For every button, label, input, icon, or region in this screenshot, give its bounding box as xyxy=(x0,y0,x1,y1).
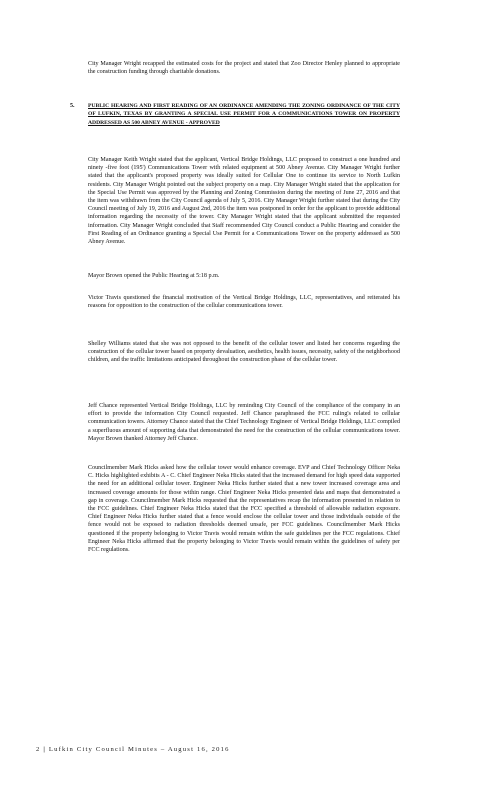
paragraph-victor-travis: Victor Travis questioned the financial motivation of the Vertical Bridge Holdings, LLC, representatives, and reiterated his reasons for opposition to the construction of the cellular communications tower. xyxy=(88,295,400,310)
paragraph-public-hearing-open: Mayor Brown opened the Public Hearing at 5:18 p.m. xyxy=(88,273,220,279)
agenda-item-number: 5. xyxy=(70,103,75,109)
paragraph-zoo-funding: City Manager Wright recapped the estimated costs for the project and stated that Zoo Director Henley planned to appropriate the construction funding through charitable donations. xyxy=(88,61,400,76)
page-number: 2 xyxy=(36,746,41,753)
footer-separator: | xyxy=(43,746,47,753)
paragraph-jeff-chance: Jeff Chance represented Vertical Bridge Holdings, LLC by reminding City Council of the compliance of the company in an effort to provide the information City Council requested. Jeff Chance paraphrased the FCC ruling's related to cellular communication towers. Attorney Chance stated that the Chief Technology Engineer of Vertical Bridge Holdings, LLC compiled a superfluous amount of supporting data that demonstrated the need for the construction of the cellular communications tower. Mayor Brown thanked Attorney Jeff Chance. xyxy=(88,403,400,442)
paragraph-city-manager-report: City Manager Keith Wright stated that the applicant, Vertical Bridge Holdings, LLC proposed to construct a one hundred and ninety -five foot (195') Communications Tower with related equipment at 500 Abney Avenue. City Manager Wright further stated that the applicant's proposed property was ideally suited for Cellular One to continue its service to North Lufkin residents. City Manager Wright pointed out the subject property on a map. City Manager Wright stated that the application for the Special Use Permit was approved by the Planning and Zoning Commission during the meeting of June 27, 2016 and that the item was withdrawn from the City Council agenda of July 5, 2016. City Manager Wright further stated that during the City Council meeting of July 19, 2016 and August 2nd, 2016 the item was postponed in order for the applicant to provide additional information regarding the necessity of the tower. City Manager Wright stated that the applicant submitted the requested information. City Manager Wright concluded that Staff recommended City Council conduct a Public Hearing and consider the First Reading of an Ordinance granting a Special Use Permit for a Communications Tower on the property addressed as 500 Abney Avenue. xyxy=(88,157,400,246)
agenda-item-heading: PUBLIC HEARING AND FIRST READING OF AN ORDINANCE AMENDING THE ZONING ORDINANCE OF THE CITY OF LUFKIN, TEXAS BY GRANTING A SPECIAL USE PERMIT FOR A COMMUNICATIONS TOWER ON PROPERTY ADDRESSED AS 500 ABNEY AVENUE - APPROVED xyxy=(88,103,400,126)
paragraph-councilmember-hicks: Councilmember Mark Hicks asked how the cellular tower would enhance coverage. EVP and Chief Technology Officer Neka C. Hicks highlighted exhibits A - C. Chief Engineer Neka Hicks stated that the increased demand for high speed data supported the need for an additional cellular tower. Engineer Neka Hicks further stated that a new tower increased coverage area and increased coverage amounts for those within range. Chief Engineer Neka Hicks presented data and maps that demonstrated a gap in coverage. Councilmember Mark Hicks requested that the representatives recap the information presented in relation to the FCC guidelines. Chief Engineer Neka Hicks stated that the FCC specified a threshold of allowable radiation exposure. Chief Engineer Neka Hicks further stated that a fence would enclose the cellular tower and those individuals outside of the fence would not be exposed to radiation thresholds deemed unsafe, per FCC guidelines. Councilmember Mark Hicks questioned if the property belonging to Victor Travis would remain within the safe guidelines per the FCC regulations. Chief Engineer Neka Hicks affirmed that the property belonging to Victor Travis would remain within the guidelines of safety per FCC regulations. xyxy=(88,465,400,554)
footer-title: Lufkin City Council Minutes – August 16, 2016 xyxy=(48,746,230,753)
paragraph-shelley-williams: Shelley Williams stated that she was not opposed to the benefit of the cellular tower and listed her concerns regarding the construction of the cellular tower based on property devaluation, aesthetics, health issues, necessity, safety of the neighborhood children, and the traffic limitations anticipated throughout the construction phase of the cellular tower. xyxy=(88,341,400,364)
page-footer xyxy=(36,746,230,753)
